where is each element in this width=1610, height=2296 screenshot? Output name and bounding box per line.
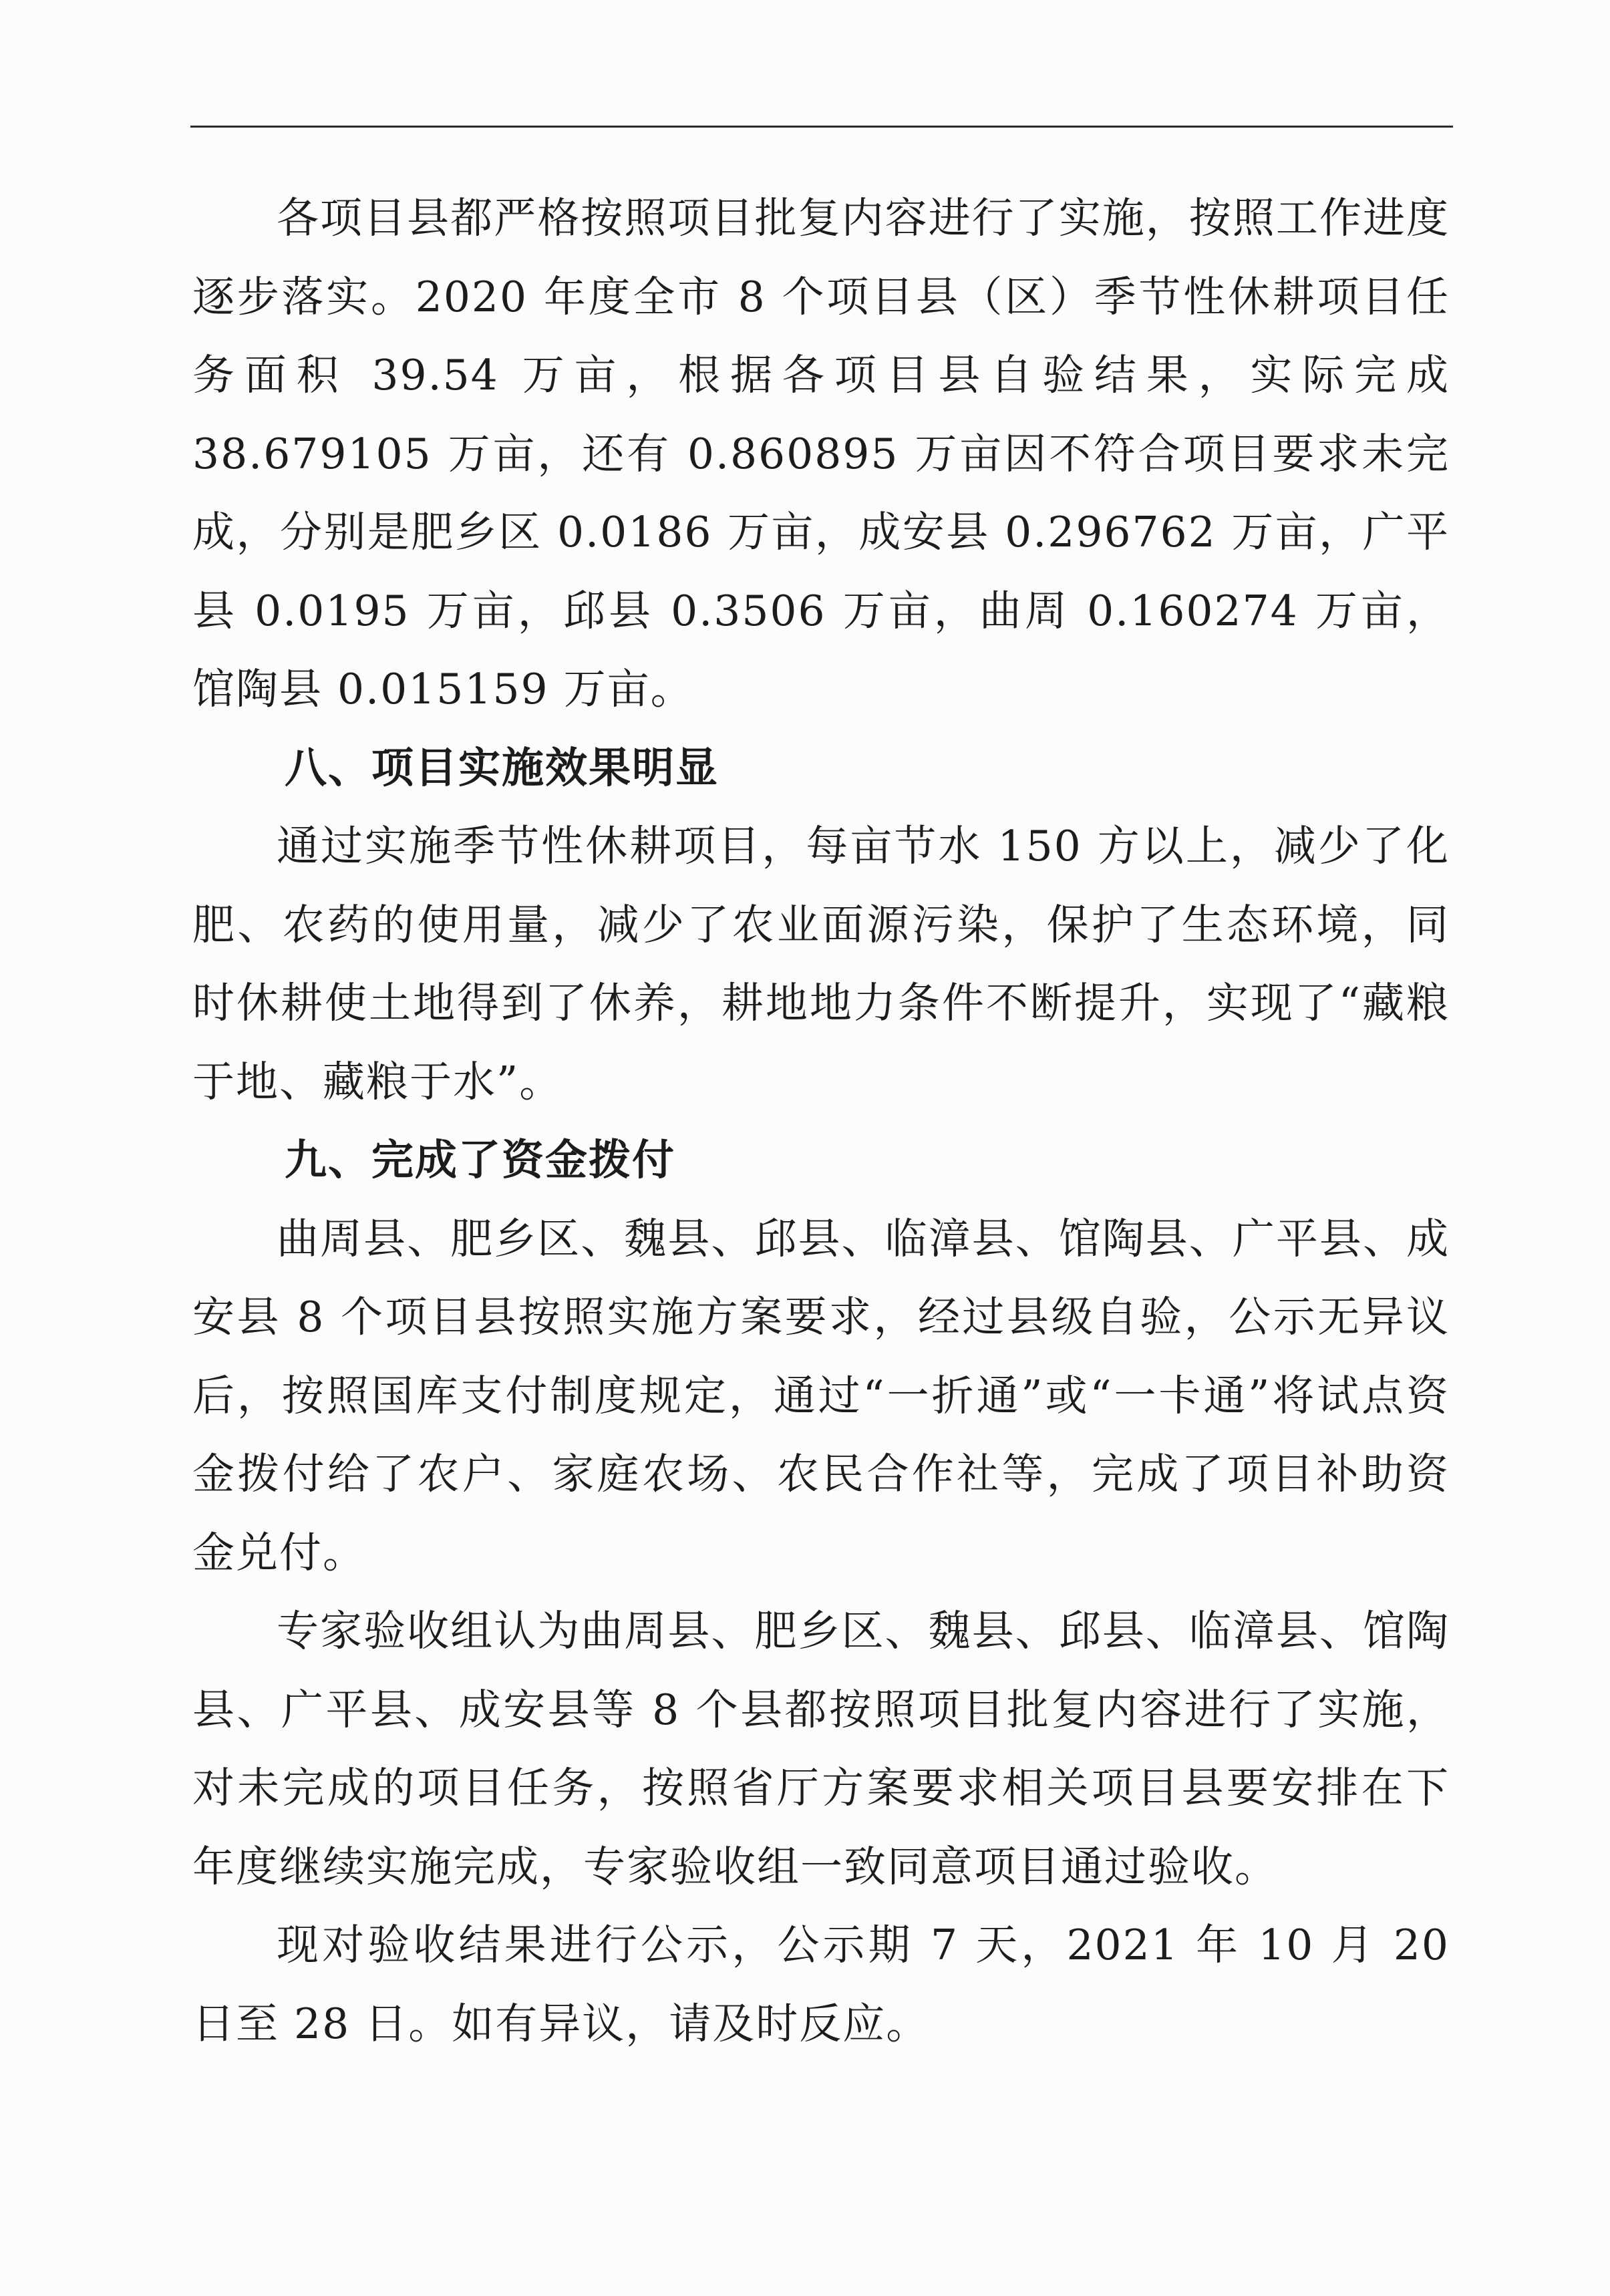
document-body	[192, 179, 1450, 2063]
section-heading-9: 九、完成了资金拨付	[285, 1136, 675, 1184]
paragraph-project-effects: 通过实施季节性休耕项目，每亩节水 150 方以上，减少了化肥、农药的使用量，减少了农业面源污染，保护了生态环境，同时休耕使土地得到了休养，耕地地力条件不断提升，实现了“藏粮于地、藏粮于水”。	[192, 822, 1450, 1106]
section-heading-8: 八、项目实施效果明显	[285, 743, 719, 792]
paragraph-fund-disbursement: 曲周县、肥乡区、魏县、邱县、临漳县、馆陶县、广平县、成安县 8 个项目县按照实施方案要求，经过县级自验，公示无异议后，按照国库支付制度规定，通过“一折通”或“一卡通”将试点资金拨付给了农户、家庭农场、农民合作社等，完成了项目补助资金兑付。	[192, 1214, 1450, 1577]
paragraph-public-notice: 现对验收结果进行公示，公示期 7 天，2021 年 10 月 20 日至 28 日。如有异议，请及时反应。	[192, 1921, 1450, 2048]
paragraph-implementation-progress: 各项目县都严格按照项目批复内容进行了实施，按照工作进度逐步落实。2020 年度全市 8 个项目县（区）季节性休耕项目任务面积 39.54 万亩，根据各项目县自验结果，实际完成38.679105 万亩，还有 0.860895 万亩因不符合项目要求未完成，分别是肥乡区 0.0186 万亩，成安县 0.296762 万亩，广平县 0.0195 万亩，邱县 0.3506 万亩，曲周 0.160274 万亩，馆陶县 0.015159 万亩。	[192, 194, 1450, 713]
header-rule	[190, 126, 1453, 128]
paragraph-expert-acceptance: 专家验收组认为曲周县、肥乡区、魏县、邱县、临漳县、馆陶县、广平县、成安县等 8 个县都按照项目批复内容进行了实施，对未完成的项目任务，按照省厅方案要求相关项目县要安排在下年度继续实施完成，专家验收组一致同意项目通过验收。	[192, 1607, 1450, 1891]
